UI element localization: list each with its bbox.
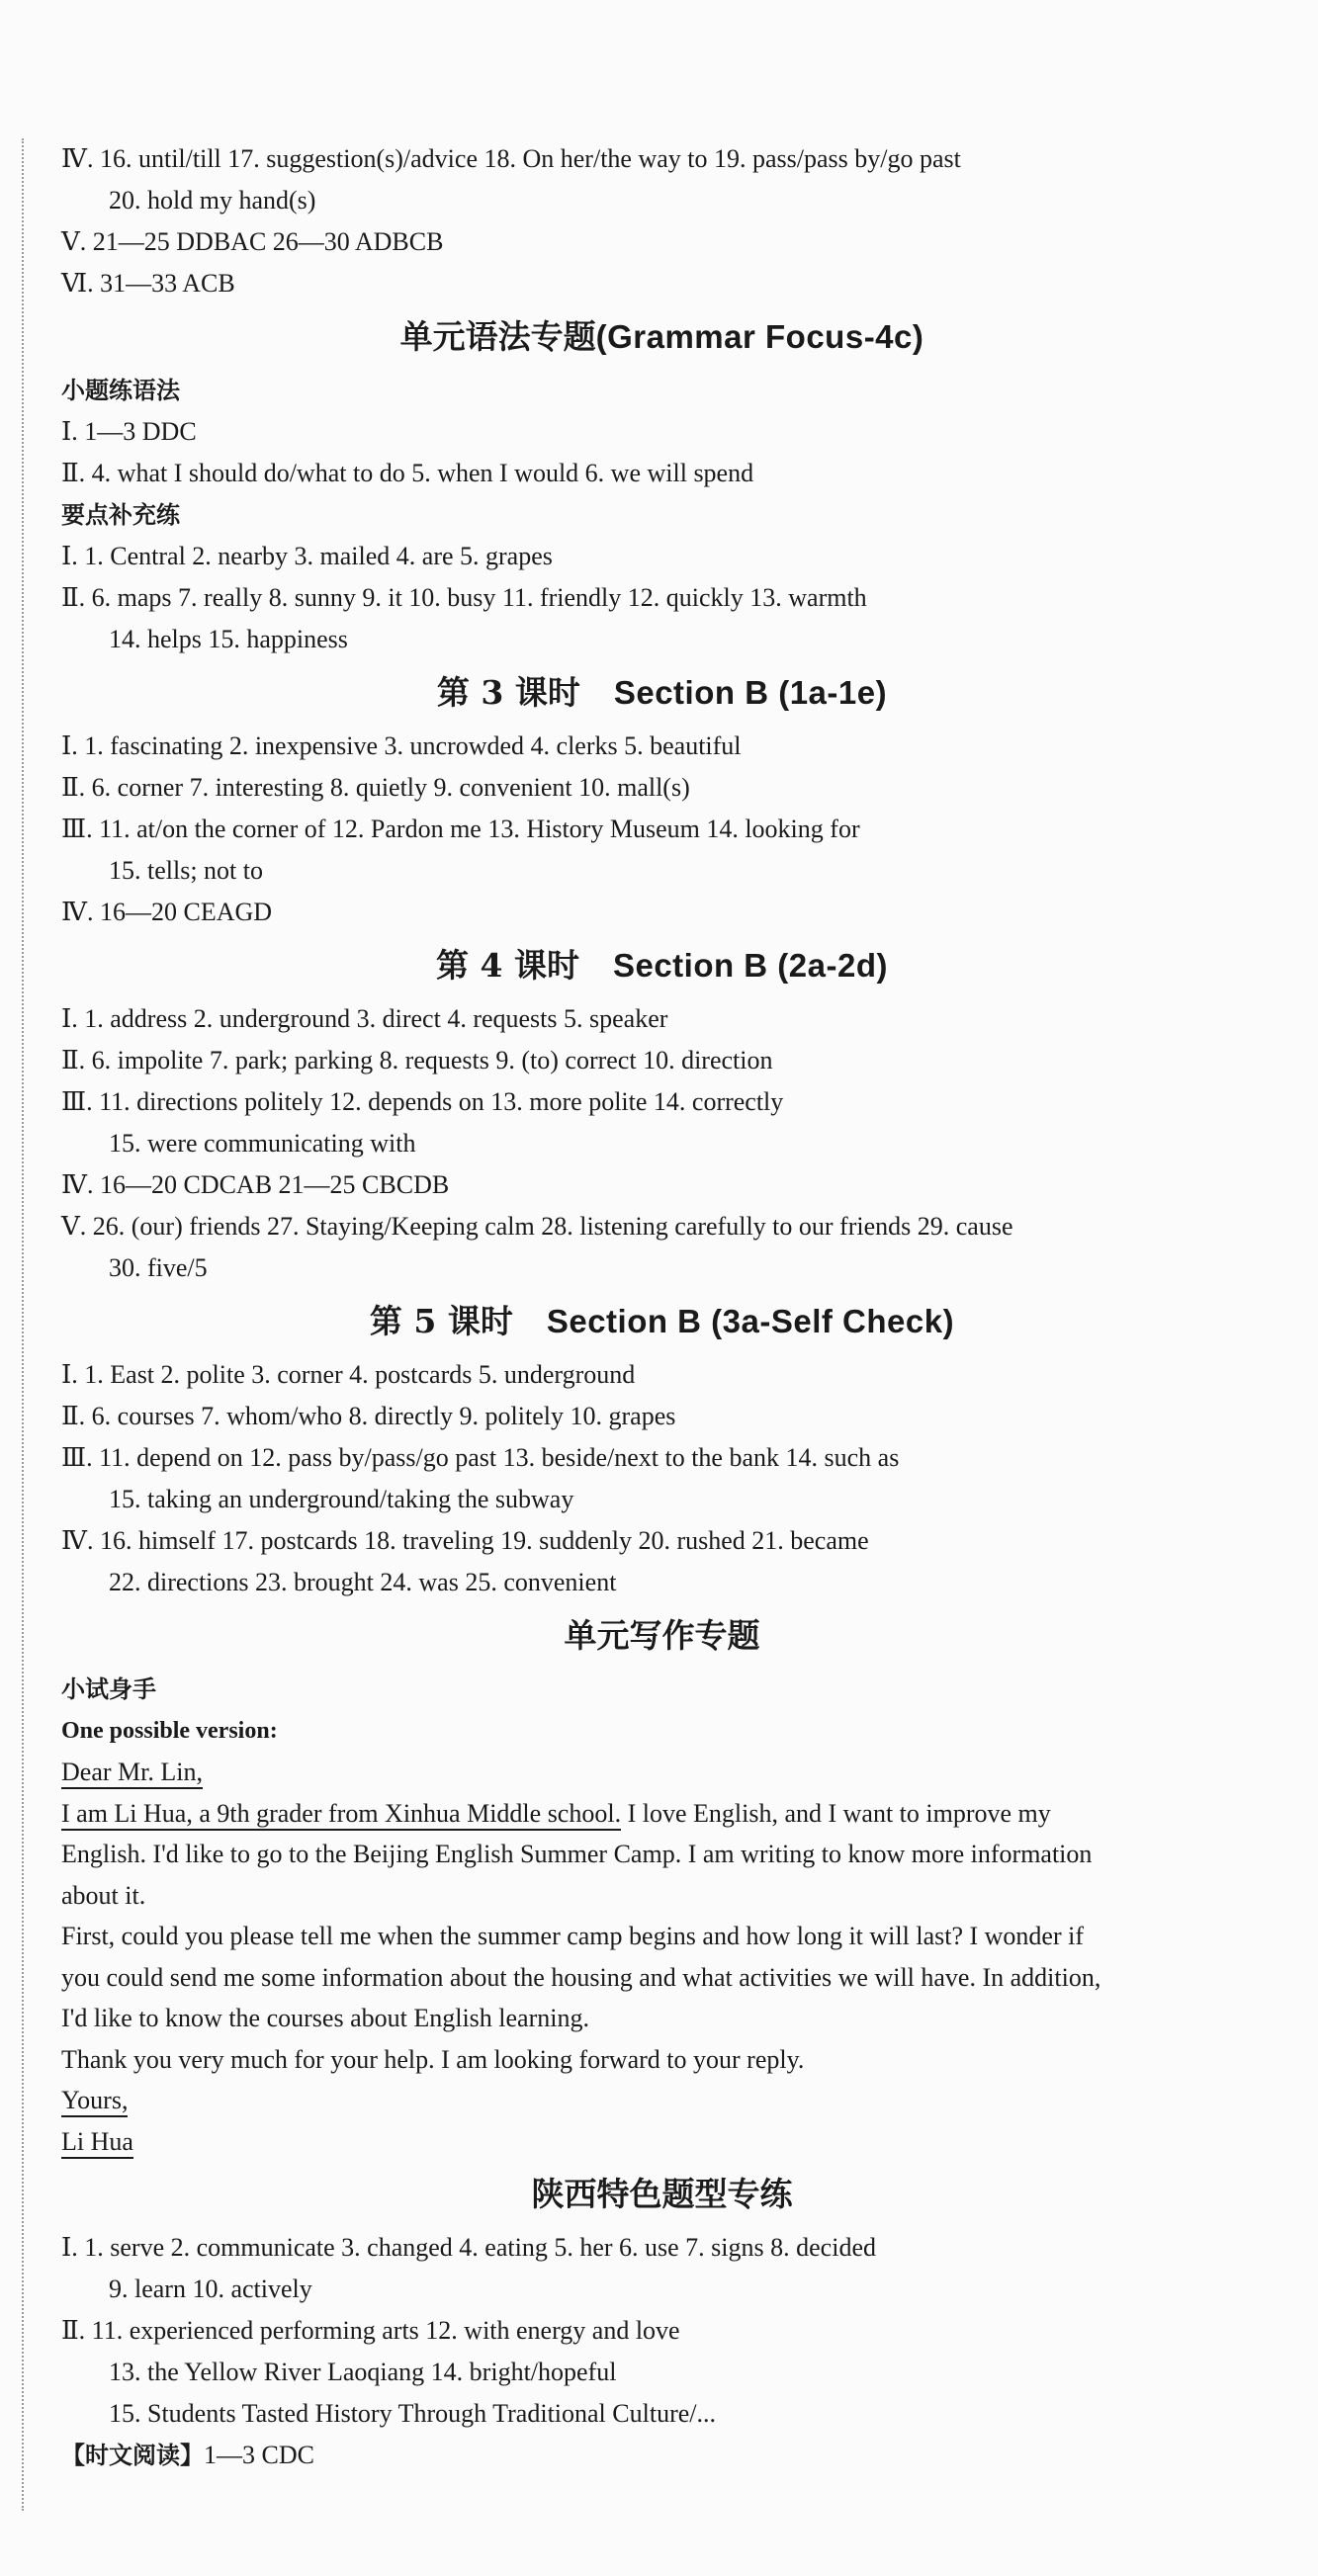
answer-line: 22. directions 23. brought 24. was 25. convenient [109, 1568, 617, 1596]
letter-line: English. I'd like to go to the Beijing English Summer Camp. I am writing to know more information [61, 1840, 1093, 1868]
answer-line: 30. five/5 [109, 1253, 208, 1282]
answer-line: 9. learn 10. actively [109, 2275, 312, 2303]
answer-page [61, 138, 1263, 2476]
answer-line: Ⅰ. 1. Central 2. nearby 3. mailed 4. are 5. grapes [61, 542, 553, 570]
section-title-writing [61, 1603, 1263, 1669]
section-title-cn: 第 4 课时 [436, 946, 579, 985]
letter-signature: Li Hua [61, 2121, 1263, 2163]
section-title-en: Section B (2a-2d) [612, 947, 888, 984]
reading-answer: 1—3 CDC [204, 2441, 314, 2469]
answer-line [61, 2435, 1263, 2476]
section-title-cn: 第 5 课时 [369, 1302, 513, 1340]
letter-intro: I am Li Hua, a 9th grader from Xinhua Middle school. [61, 1799, 621, 1831]
answer-line: Ⅱ. 6. courses 7. whom/who 8. directly 9. politely 10. grapes [61, 1402, 676, 1430]
section-title-lesson4 [61, 933, 1263, 998]
letter-text: I love English, and I want to improve my [627, 1798, 1051, 1828]
answer-line: Ⅴ. 26. (our) friends 27. Staying/Keeping calm 28. listening carefully to our friends 29. cause [61, 1212, 1013, 1241]
subsection-label: 小题练语法 [61, 377, 180, 404]
answer-line: 15. taking an underground/taking the subway [109, 1485, 574, 1513]
section-title-lesson5 [61, 1289, 1263, 1354]
answer-line: 13. the Yellow River Laoqiang 14. bright/hopeful [109, 2358, 617, 2386]
answer-line: Ⅳ. 16—20 CEAGD [61, 898, 273, 926]
section-title-en: Section B (1a-1e) [613, 674, 888, 711]
letter-line: about it. [61, 1880, 146, 1910]
section-title-lesson3 [61, 660, 1263, 726]
answer-line: 20. hold my hand(s) [109, 186, 316, 215]
letter-line: Thank you very much for your help. I am looking forward to your reply. [61, 2044, 805, 2074]
binding-cut-line [22, 138, 24, 2511]
subsection-label: 要点补充练 [61, 501, 180, 529]
section-title-cn: 陕西特色题型专练 [531, 2175, 793, 2213]
answer-line: Ⅳ. 16. until/till 17. suggestion(s)/advice 18. On her/the way to 19. pass/pass by/go past [61, 144, 961, 173]
answer-line: 15. were communicating with [109, 1129, 416, 1158]
subsection-label: 小试身手 [61, 1675, 156, 1703]
answer-line: Ⅳ. 16—20 CDCAB 21—25 CBCDB [61, 1170, 450, 1199]
section-title-shaanxi [61, 2162, 1263, 2227]
reading-label: 【时文阅读】 [61, 2442, 204, 2469]
answer-line: Ⅰ. 1. East 2. polite 3. corner 4. postcards 5. underground [61, 1360, 636, 1389]
section-title-cn: 单元语法专题 [399, 317, 596, 356]
letter-line: you could send me some information about the housing and what activities we will have. In addition, [61, 1962, 1101, 1992]
section-title-en: Section B (3a-Self Check) [546, 1303, 955, 1339]
answer-line: 15. tells; not to [109, 856, 263, 885]
answer-line: Ⅱ. 11. experienced performing arts 12. with energy and love [61, 2316, 680, 2345]
answer-line: Ⅰ. 1. serve 2. communicate 3. changed 4. eating 5. her 6. use 7. signs 8. decided [61, 2233, 876, 2262]
answer-line: Ⅲ. 11. at/on the corner of 12. Pardon me 13. History Museum 14. looking for [61, 815, 860, 843]
answer-line: 15. Students Tasted History Through Traditional Culture/... [109, 2399, 716, 2428]
section-title-grammar [61, 304, 1263, 370]
letter-closing: Yours, [61, 2080, 1263, 2121]
letter-greeting: Dear Mr. Lin, [61, 1752, 1263, 1793]
answer-line: Ⅱ. 4. what I should do/what to do 5. when I would 6. we will spend [61, 459, 754, 487]
answer-line: 14. helps 15. happiness [109, 625, 348, 653]
answer-line: Ⅰ. 1—3 DDC [61, 417, 197, 446]
answer-line: Ⅱ. 6. corner 7. interesting 8. quietly 9. convenient 10. mall(s) [61, 773, 690, 802]
answer-line: Ⅲ. 11. depend on 12. pass by/pass/go past 13. beside/next to the bank 14. such as [61, 1443, 900, 1472]
answer-line: Ⅵ. 31—33 ACB [61, 269, 235, 298]
section-title-en: (Grammar Focus-4c) [595, 318, 924, 355]
answer-line: Ⅴ. 21—25 DDBAC 26—30 ADBCB [61, 227, 444, 256]
sample-letter [61, 1752, 1263, 2162]
version-label: One possible version: [61, 1718, 278, 1744]
answer-line: Ⅳ. 16. himself 17. postcards 18. traveling 19. suddenly 20. rushed 21. became [61, 1526, 869, 1555]
answer-line: Ⅰ. 1. fascinating 2. inexpensive 3. uncrowded 4. clerks 5. beautiful [61, 731, 742, 760]
answer-line: Ⅱ. 6. maps 7. really 8. sunny 9. it 10. busy 11. friendly 12. quickly 13. warmth [61, 583, 867, 612]
letter-line: First, could you please tell me when the summer camp begins and how long it will last? I wonder if [61, 1922, 1085, 1950]
letter-line [61, 1793, 1263, 1835]
answer-line: Ⅱ. 6. impolite 7. park; parking 8. requests 9. (to) correct 10. direction [61, 1046, 773, 1074]
section-title-cn: 第 3 课时 [436, 673, 580, 712]
section-title-cn: 单元写作专题 [564, 1616, 760, 1655]
answer-line: Ⅰ. 1. address 2. underground 3. direct 4. requests 5. speaker [61, 1004, 668, 1033]
answer-line: Ⅲ. 11. directions politely 12. depends on 13. more polite 14. correctly [61, 1087, 784, 1116]
letter-line: I'd like to know the courses about English learning. [61, 2004, 589, 2032]
